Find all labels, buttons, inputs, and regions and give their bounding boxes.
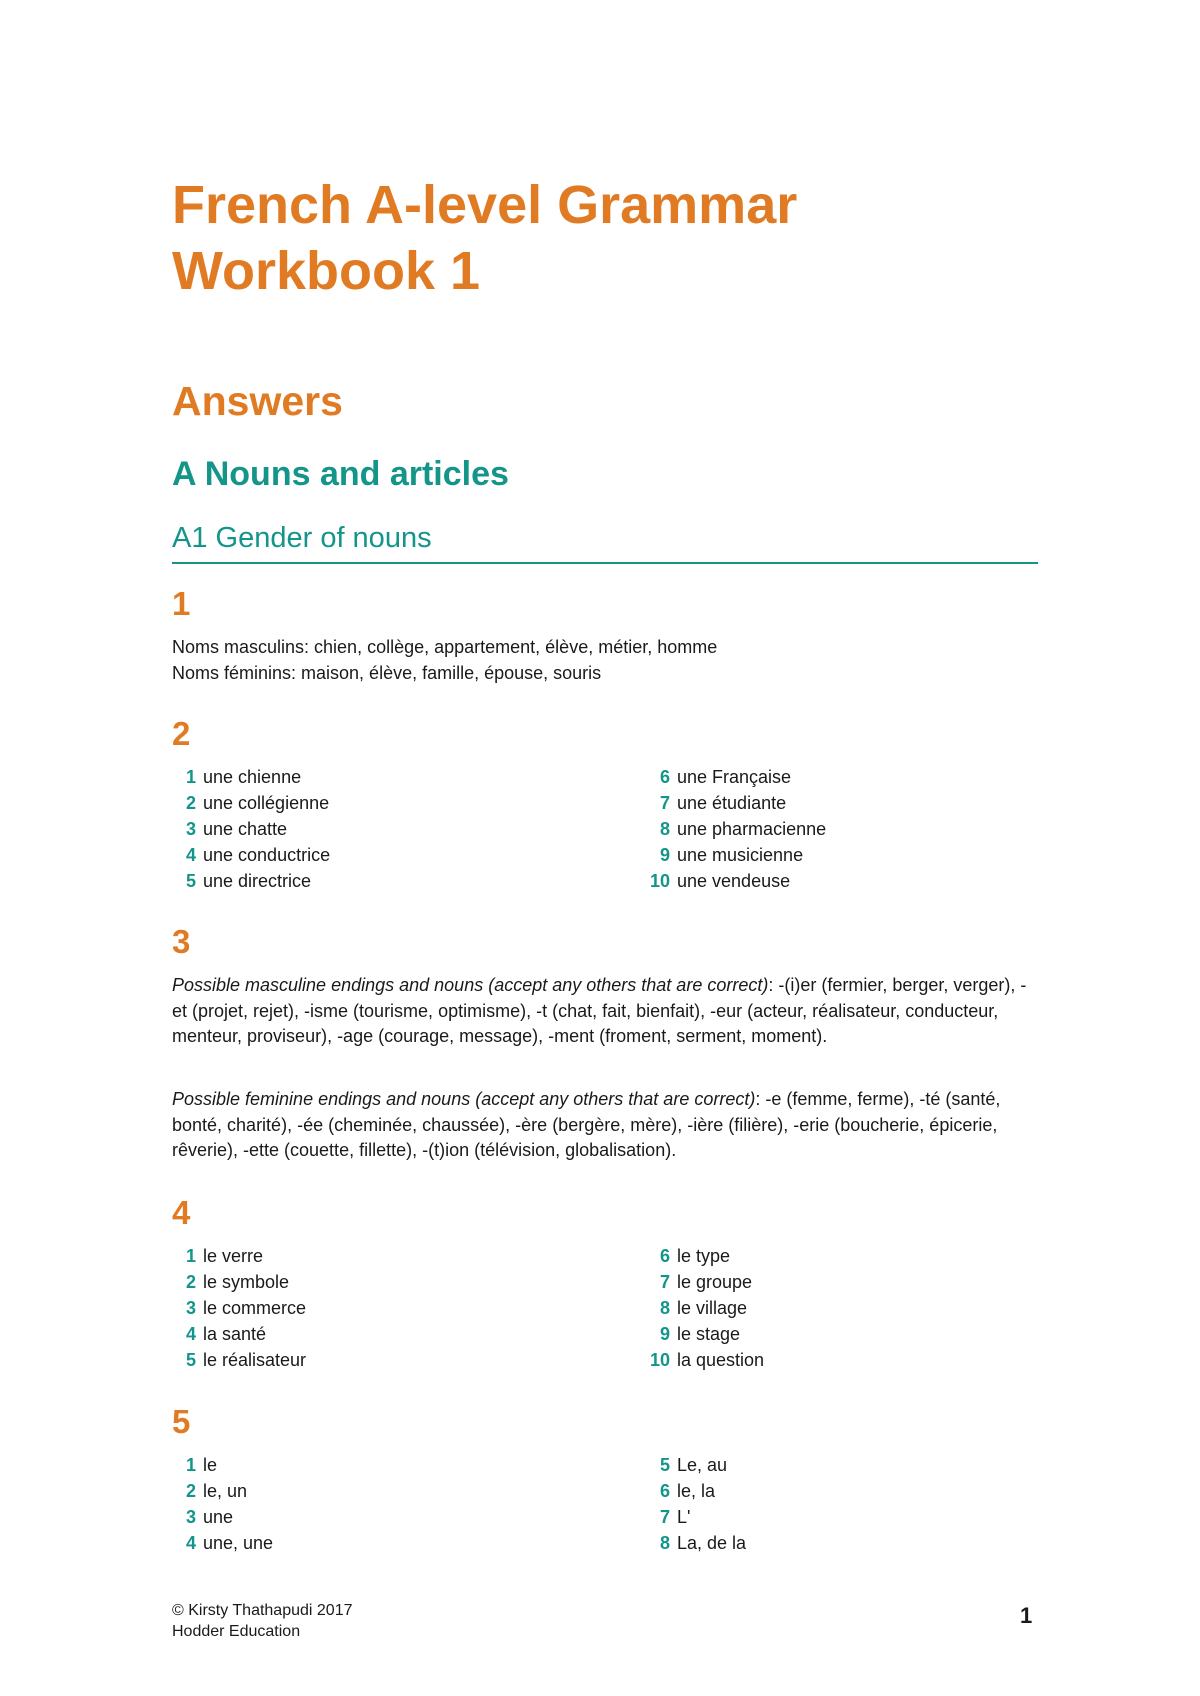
answer-item-text: L' <box>677 1507 691 1527</box>
answer-item <box>172 1452 273 1478</box>
title-line-1: French A-level Grammar <box>172 175 798 235</box>
answer-item-text: le type <box>677 1246 731 1266</box>
publisher-text: Hodder Education <box>172 1623 301 1640</box>
answer-item-text: le, la <box>677 1481 716 1501</box>
answer-item-text: La, de la <box>677 1533 747 1553</box>
footer <box>172 1600 353 1642</box>
answer-item-text: le groupe <box>677 1272 753 1292</box>
question-3-feminine-paragraph <box>172 1087 1038 1164</box>
answer-item-text: une, une <box>203 1533 274 1553</box>
answer-item-number: 3 <box>185 1298 196 1318</box>
answer-item-number: 7 <box>659 1507 670 1527</box>
answer-line: Noms féminins: maison, élève, famille, épouse, souris <box>172 663 602 683</box>
question-2-number: 2 <box>172 715 191 752</box>
answer-item-text: le stage <box>677 1324 741 1344</box>
answer-item-text: une musicienne <box>677 845 804 865</box>
answer-item <box>640 1530 746 1556</box>
answers-left-column <box>172 1452 273 1556</box>
answer-item-number: 8 <box>659 1298 670 1318</box>
question-4-number: 4 <box>172 1194 191 1231</box>
answer-item <box>640 842 826 868</box>
answer-item <box>172 1504 273 1530</box>
answer-item-text: le commerce <box>203 1298 307 1318</box>
answer-item <box>640 816 826 842</box>
question-3-number: 3 <box>172 923 191 960</box>
answer-item-text: une chatte <box>203 819 288 839</box>
answer-item <box>640 790 826 816</box>
answer-item-number: 10 <box>649 871 670 891</box>
answer-item-text: le village <box>677 1298 748 1318</box>
paragraph-text: : -e (femme, ferme), -té (santé, bonté, charité), -ée (cheminée, chaussée), -ère (bergère, mère), -ière (filière), -erie (boucherie, épicerie, rêverie), -ette (couette, fillette), -(t)ion (télévision, globalisation). <box>172 1089 1001 1160</box>
answer-item <box>640 1504 746 1530</box>
answer-item <box>172 1295 306 1321</box>
answer-item <box>640 1321 764 1347</box>
answer-item-text: une conductrice <box>203 845 331 865</box>
answer-item <box>172 1347 306 1373</box>
answer-item-text: une Française <box>677 767 792 787</box>
answer-item-text: la question <box>677 1350 765 1370</box>
answer-item <box>640 1347 764 1373</box>
answer-item-text: Le, au <box>677 1455 728 1475</box>
answer-item <box>172 842 330 868</box>
answer-item-text: le symbole <box>203 1272 290 1292</box>
answer-item <box>640 1295 764 1321</box>
paragraph-italic-lead: Possible masculine endings and nouns (accept any others that are correct) <box>172 975 769 995</box>
answer-item-text: le réalisateur <box>203 1350 307 1370</box>
answer-item <box>172 1321 306 1347</box>
answer-item-text: une <box>203 1507 234 1527</box>
answers-right-column <box>640 1243 764 1373</box>
answer-item-text: le verre <box>203 1246 264 1266</box>
answer-item-number: 8 <box>659 819 670 839</box>
answer-item-number: 4 <box>185 845 196 865</box>
answer-item-number: 4 <box>185 1533 196 1553</box>
answer-item-number: 10 <box>649 1350 670 1370</box>
subsection-heading: A1 Gender of nouns <box>172 518 1038 564</box>
answer-item-text: une étudiante <box>677 793 787 813</box>
answer-item-number: 6 <box>659 1246 670 1266</box>
question-1-number: 1 <box>172 585 191 622</box>
answer-item-number: 4 <box>185 1324 196 1344</box>
answer-item <box>172 1269 306 1295</box>
answer-item-number: 2 <box>185 1481 196 1501</box>
answer-item <box>640 1452 746 1478</box>
answer-item <box>172 1243 306 1269</box>
paragraph-italic-lead: Possible feminine endings and nouns (accept any others that are correct) <box>172 1089 756 1109</box>
answer-item <box>172 1478 273 1504</box>
answer-item <box>640 1478 746 1504</box>
answers-left-column <box>172 764 330 894</box>
page-number: 1 <box>1020 1603 1033 1628</box>
answer-item-text: une collégienne <box>203 793 330 813</box>
question-1-answer <box>172 634 1038 686</box>
answer-item-number: 8 <box>659 1533 670 1553</box>
question-5-number: 5 <box>172 1403 191 1440</box>
answer-item-number: 3 <box>185 1507 196 1527</box>
answer-item-number: 1 <box>185 1455 196 1475</box>
answer-item-number: 9 <box>659 1324 670 1344</box>
answer-item-number: 1 <box>185 1246 196 1266</box>
answer-line: Noms masculins: chien, collège, appartement, élève, métier, homme <box>172 637 718 657</box>
section-heading: A Nouns and articles <box>172 455 509 493</box>
answer-item-number: 5 <box>659 1455 670 1475</box>
answer-item <box>640 868 826 894</box>
question-3-masculine-paragraph <box>172 973 1038 1050</box>
answers-left-column <box>172 1243 306 1373</box>
answer-item-number: 2 <box>185 1272 196 1292</box>
copyright-text: © Kirsty Thathapudi 2017 <box>172 1602 353 1619</box>
answer-item-number: 1 <box>185 767 196 787</box>
answers-right-column <box>640 764 826 894</box>
answer-item-number: 3 <box>185 819 196 839</box>
answer-item <box>172 764 330 790</box>
answer-item-text: une chienne <box>203 767 302 787</box>
answer-item <box>172 790 330 816</box>
answer-item <box>640 764 826 790</box>
answer-item-text: une vendeuse <box>677 871 791 891</box>
answer-item <box>640 1269 764 1295</box>
answer-item-number: 7 <box>659 793 670 813</box>
answer-item <box>640 1243 764 1269</box>
answer-item-text: le <box>203 1455 218 1475</box>
document-title <box>172 172 797 304</box>
answer-item-number: 9 <box>659 845 670 865</box>
answer-item-number: 7 <box>659 1272 670 1292</box>
answer-item-number: 6 <box>659 1481 670 1501</box>
answers-right-column <box>640 1452 746 1556</box>
answer-item-text: une pharmacienne <box>677 819 827 839</box>
title-line-2: Workbook 1 <box>172 241 481 301</box>
answers-heading: Answers <box>172 378 343 424</box>
answer-item-number: 2 <box>185 793 196 813</box>
answer-item-text: une directrice <box>203 871 312 891</box>
answer-item <box>172 816 330 842</box>
answer-item <box>172 868 330 894</box>
answer-item <box>172 1530 273 1556</box>
answer-item-number: 6 <box>659 767 670 787</box>
answer-item-text: le, un <box>203 1481 248 1501</box>
answer-item-number: 5 <box>185 871 196 891</box>
paragraph-text: : -(i)er (fermier, berger, verger), -et (projet, rejet), -isme (tourisme, optimisme), -t (chat, fait, bienfait), -eur (acteur, réalisateur, conducteur, menteur, proviseur), -age (courage, message), -ment (froment, serment, moment). <box>172 975 1027 1046</box>
answer-item-text: la santé <box>203 1324 267 1344</box>
answer-item-number: 5 <box>185 1350 196 1370</box>
